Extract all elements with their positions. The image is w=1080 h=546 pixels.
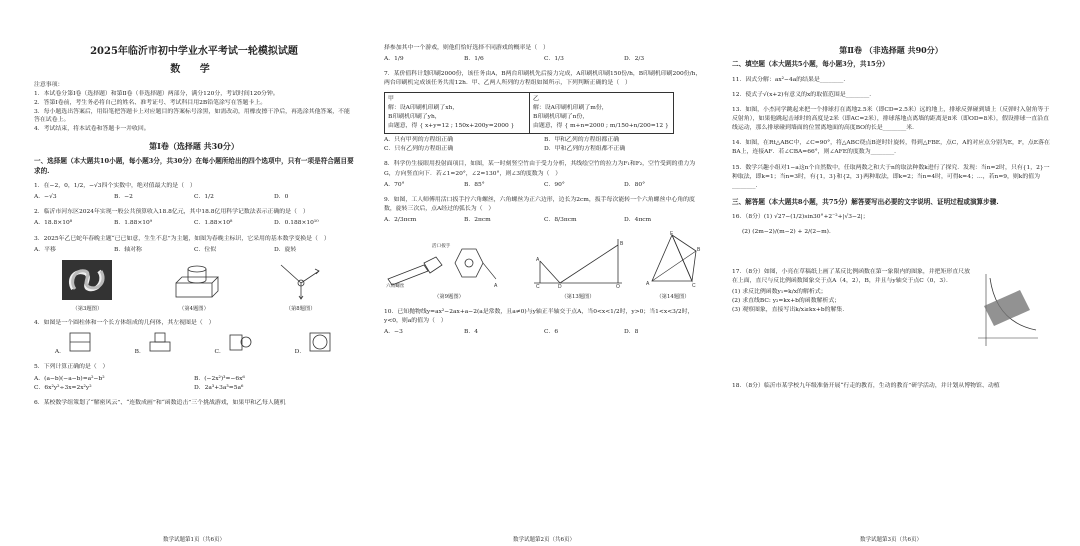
cylinder-box-icon [168,259,220,301]
part-heading: 二、填空题（本大题共5小题，每小题3分，共15分） [732,60,889,69]
table-line: 甲 [388,95,394,102]
question-text: 16．（8分）(1) √27−(1/2)sin30°+2⁻²+|√3−2|； [732,214,869,221]
svg-text:B: B [620,241,624,248]
table-line: 乙 [533,95,539,102]
option: C．1/3 [544,56,564,63]
svg-text:C: C [692,283,696,290]
option-label: C． [214,349,225,356]
options [384,181,704,190]
sub-item: (3) 观察图象，直接写出k/x≥kx+b的解集． [732,307,849,314]
options [384,328,704,337]
question-text: 2．临沂市河东区2024年实现一般公共预算收入18.8亿元，其中18.8亿用科学记数法表示正确的是（ ） [34,209,309,216]
question-10 [384,308,704,337]
view-a-icon [67,331,93,353]
table-line: B印刷机印刷了n份， [533,113,589,120]
options [34,219,354,228]
page-footer: 数学试题第3页（共6页） [860,537,922,544]
page-footer: 数学试题第2页（共6页） [513,537,575,544]
question-3 [34,235,354,255]
question-6: 6．某校数学组策划了“解密风云”、“连数成画”和“函数追击”三个挑战游戏，如果甲和乙每人随机 [34,399,286,406]
option-label: B． [134,349,145,356]
question-subpart: (2) (2m−2)/(m−2) + 2/(2−m)． [742,229,835,236]
figure-caption: （第14题图） [656,294,690,301]
wrench-figure [384,235,514,293]
option: A．1/9 [384,56,404,63]
rotated-triangle-icon [642,231,704,289]
figure-label: 六角螺丝 [386,284,405,290]
options [384,216,704,225]
question-18: 18．（8分）临沂市某学校九年级准备开展“行走的教育，生动的教育”研学活动，并计划从博物馆、动植 [732,382,1000,389]
option: B．1.88×10⁹ [114,220,153,227]
figure-4 [168,259,220,313]
snake-logo-icon [61,259,113,301]
section-title: 第Ⅱ卷 （非选择题 共90分） [839,45,943,55]
figure-14 [642,231,704,301]
option: C．6x²y²÷3x=2x²y² [34,384,92,391]
option: B．(−2x²)³=−6x⁶ [194,375,245,382]
options [384,55,704,64]
subject-title: 数 学 [170,63,218,75]
sub-item: (2) 求直线BC: y₂=kx+b的函数解析式； [732,297,841,304]
question-text: 8．科学仿生接眼用投射面项目，如图，某一时刻竖空竹由于受力分析，其线绘空竹的拉力为F₁和F₂，空竹受到的重力为G，方向竖直向下．若∠1=20°，∠2=130°，则∠3的度数为（ ） [384,161,696,177]
question-4 [34,319,354,357]
note-item: 1．本试卷分第Ⅰ卷（选择题）和第Ⅱ卷（非选择题）两部分，满分120分，考试时间120分钟。 [34,90,279,97]
option: A．−3 [384,328,403,335]
question-14: 14．如图，在Rt△ABC中，∠C=90°，将△ABC绕点B逆时针旋转，得到△FBE，点C，A的对应点分别为E，F，点E落在BA上，连接AF．若∠CBA=66°，则∠AFE的度数为________． [732,140,1050,156]
option: A．只有甲列的方程组正确 [384,137,454,144]
option: C．1/2 [194,194,214,201]
question-body [732,268,972,348]
figure-label: 活口扳手 [432,244,451,250]
option: B．轴对称 [114,246,142,253]
question-15: 15．数学兴趣小组对1−a这n个自然数中，任取两数之和大于n的取法种数k进行了探究．发现：当n=2时，只有{1，2}一种取法，即k=1；当n=3时，有{1，3}和{2，3}两种取法，即k=2；当n=4时，可得k=4；…，若n=9，则k的值为________． [732,164,1050,189]
table-line: 由题意，得 { m+n=2000 ; m/150+n/200=12 } [533,122,669,129]
sub-item: (1) 求反比例函数y₁=k/x的解析式； [732,288,827,295]
note-item: 3．每小题选出答案后，用铅笔把答题卡上对应题目的答案标号涂黑，如需改动，用橡皮擦干净后，再选涂其他答案，不能答在试卷上。 [34,108,350,124]
svg-text:D: D [558,284,562,290]
figure-caption: （第4题图） [179,305,209,312]
view-d-icon [307,331,333,353]
options [34,331,354,357]
question-text: 5．下列计算正确的是（ ） [34,364,109,371]
figure-row [384,231,704,301]
solution-table [384,92,674,135]
question-text: 4．如图是一个圆柱体和一个长方体组成的几何体，其左视图是（ ） [34,320,215,327]
notes-label: 注意事项： [34,82,64,88]
view-b-icon [147,331,173,353]
svg-text:B: B [697,247,701,254]
note-item: 4．考试结束，将本试卷和答题卡一并收回。 [34,126,150,133]
options [34,375,354,393]
option: B．1/6 [464,56,484,63]
option [135,331,173,357]
question-13: 13．如图，小杰同学跳起来把一个排球打在离地2.5米（即CD=2.5米）远的地上，排球反弹碰到墙上（反弹时入射角等于反射角），如果他跳起击球时的高度是2米（即AC=2米），排球落地点离墙的距离是8米（即OD=8米），假设排球一直沿直线运动，那么排球碰到墙面的位置离地面的高度BO的长是________米． [732,106,1050,132]
page-footer: 数学试题第1页（共6页） [163,537,225,544]
option: A．平移 [34,246,56,253]
option: B．甲和乙列的方程组都正确 [544,137,620,144]
option: C．90° [544,181,565,188]
page-1 [34,44,354,544]
table-line: 解：设A印刷机印刷了xh， [388,104,459,111]
question-16 [732,213,1050,237]
question-text: 17．（8分）如图，小亮在草稿纸上画了某反比例函数在第一象限内的图象，并把矩形直尺放在上面，直尺与反比例函数图象交于点A（4，2），B，并且与y轴交于点C（0，3）． [732,268,971,284]
section-title: 第Ⅰ卷（选择题 共30分） [149,141,239,152]
table-line: B印刷机印刷了yh， [388,113,441,120]
table-line: 由题意，得 { x+y=12 ; 150x+200y=2000 } [388,122,515,129]
solution-right [529,93,673,134]
option: D．甲和乙列的方程组都不正确 [544,146,626,153]
figure-9 [384,235,514,301]
options [34,193,354,202]
table-line: 解：设A印刷机印刷了m份， [533,104,608,111]
option [215,331,253,357]
option: C．6 [544,328,559,335]
figure-caption: （第3题图） [72,305,103,312]
figure-caption: （第9题图） [434,294,464,301]
svg-text:O: O [616,284,620,290]
figure-row [34,259,354,313]
option: C．1.88×10⁸ [194,220,233,227]
option: B．−2 [114,194,133,201]
option: C．位似 [194,246,217,253]
notes [34,81,354,134]
option: D．0 [274,194,289,201]
svg-text:A: A [646,281,650,288]
question-text: 7．某价值科计划印刷2000份，该任务由A，B两台印刷机先后接力完成，A印刷机印刷150份/h，B印刷机印刷200份/h，两台印刷机完成该任务共需12h．甲、乙两人所列的方程组如图所示，下列判断正确的是（ ） [384,71,702,87]
part-heading: 一、选择题（本大题共10小题，每小题3分，共30分）在每小题所给出的四个选项中，只有一项是符合题目要求的. [34,156,354,175]
part-heading: 三、解答题（本大题共8小题，共75分）解答要写出必要的文字说明、证明过程或演算步骤. [732,198,999,207]
svg-text:F: F [670,231,674,238]
page-3 [732,44,1050,544]
view-c-icon [227,331,253,353]
option: A．2/3πcm [384,217,417,224]
option: D．2/3 [624,56,645,63]
page-2 [384,44,704,544]
ruler-hyperbola-icon [972,268,1042,348]
figure-13 [530,231,626,301]
options [384,136,704,154]
option: B．4 [464,328,478,335]
exam-title: 2025年临沂市初中学业水平考试一轮模拟试题 [90,46,298,57]
option: A．70° [384,181,405,188]
option: D．8 [624,328,639,335]
note-item: 2．答第Ⅰ卷前，考生务必将自己的姓名、准考证号、考试科目用2B铅笔涂写在答题卡上。 [34,99,267,106]
option: D．80° [624,181,646,188]
option: A．18.8×10⁸ [34,220,73,227]
options [34,246,354,255]
option [295,331,334,357]
question-5 [34,363,354,392]
option: D．0.188×10¹⁰ [274,220,319,227]
option [55,331,93,357]
question-12: 12．使式子√(x+2)有意义的x的取值范围是________． [732,91,876,98]
question-7 [384,70,704,154]
question-17 [732,268,1050,348]
option-label: D． [294,349,306,356]
svg-text:A: A [536,257,540,264]
option-label: A． [54,349,66,356]
force-diagram-icon [275,259,327,301]
question-text: 1．在−2，0，1/2，−√3四个实数中，绝对值最大的是（ ） [34,182,196,189]
option: C．只有乙列的方程组正确 [384,146,454,153]
figure-8 [275,259,327,313]
question-text: 3．2025年乙巳蛇年春晚主题“已已如意，生生不息”为主题，如图为春晚主标识，它采用的基本数学变换是（ ） [34,235,330,242]
question-11: 11．因式分解：ax²−4a的结果是________． [732,76,850,83]
question-8 [384,160,704,189]
option: D．旋转 [274,246,297,253]
svg-text:C: C [536,284,540,290]
question-text: 9．如图，工人师傅用活口扳手拧六角螺丝，六角螺丝为正六边形，边长为2cm，扳手每次能转一个六角螺丝中心角的度数，旋转三次后，点A经过的弧长为（ ） [384,196,695,212]
question-1 [34,182,354,202]
option: D．4πcm [624,217,652,224]
option: B．2πcm [464,217,491,224]
question-2 [34,208,354,228]
question-text: 10．已知抛物线y=ax²−2ax+a−2(a是常数，且a≠0)与y轴正半轴交于点A，当0<x<1/2时，y>0；当1<x<3/2时，y<0，则a的值为（ ） [384,308,694,324]
question-6-continued: 择参加其中一个游戏，则他们恰好选择不同游戏的概率是（ ） [384,45,549,51]
svg-text:A: A [494,283,498,290]
volleyball-bounce-icon [530,231,626,289]
figure-caption: （第13题图） [561,294,595,301]
figure-caption: （第8题图） [285,305,316,312]
solution-left [385,93,529,134]
option: B．85° [464,181,485,188]
figure-3 [61,259,113,313]
option: C．8/3πcm [544,217,577,224]
option: A．−√3 [34,194,57,201]
question-9 [384,196,704,225]
option: D．2a³+3a³=5a⁶ [194,384,244,391]
option: A．(a−b)(−a−b)=a²−b² [34,375,105,382]
